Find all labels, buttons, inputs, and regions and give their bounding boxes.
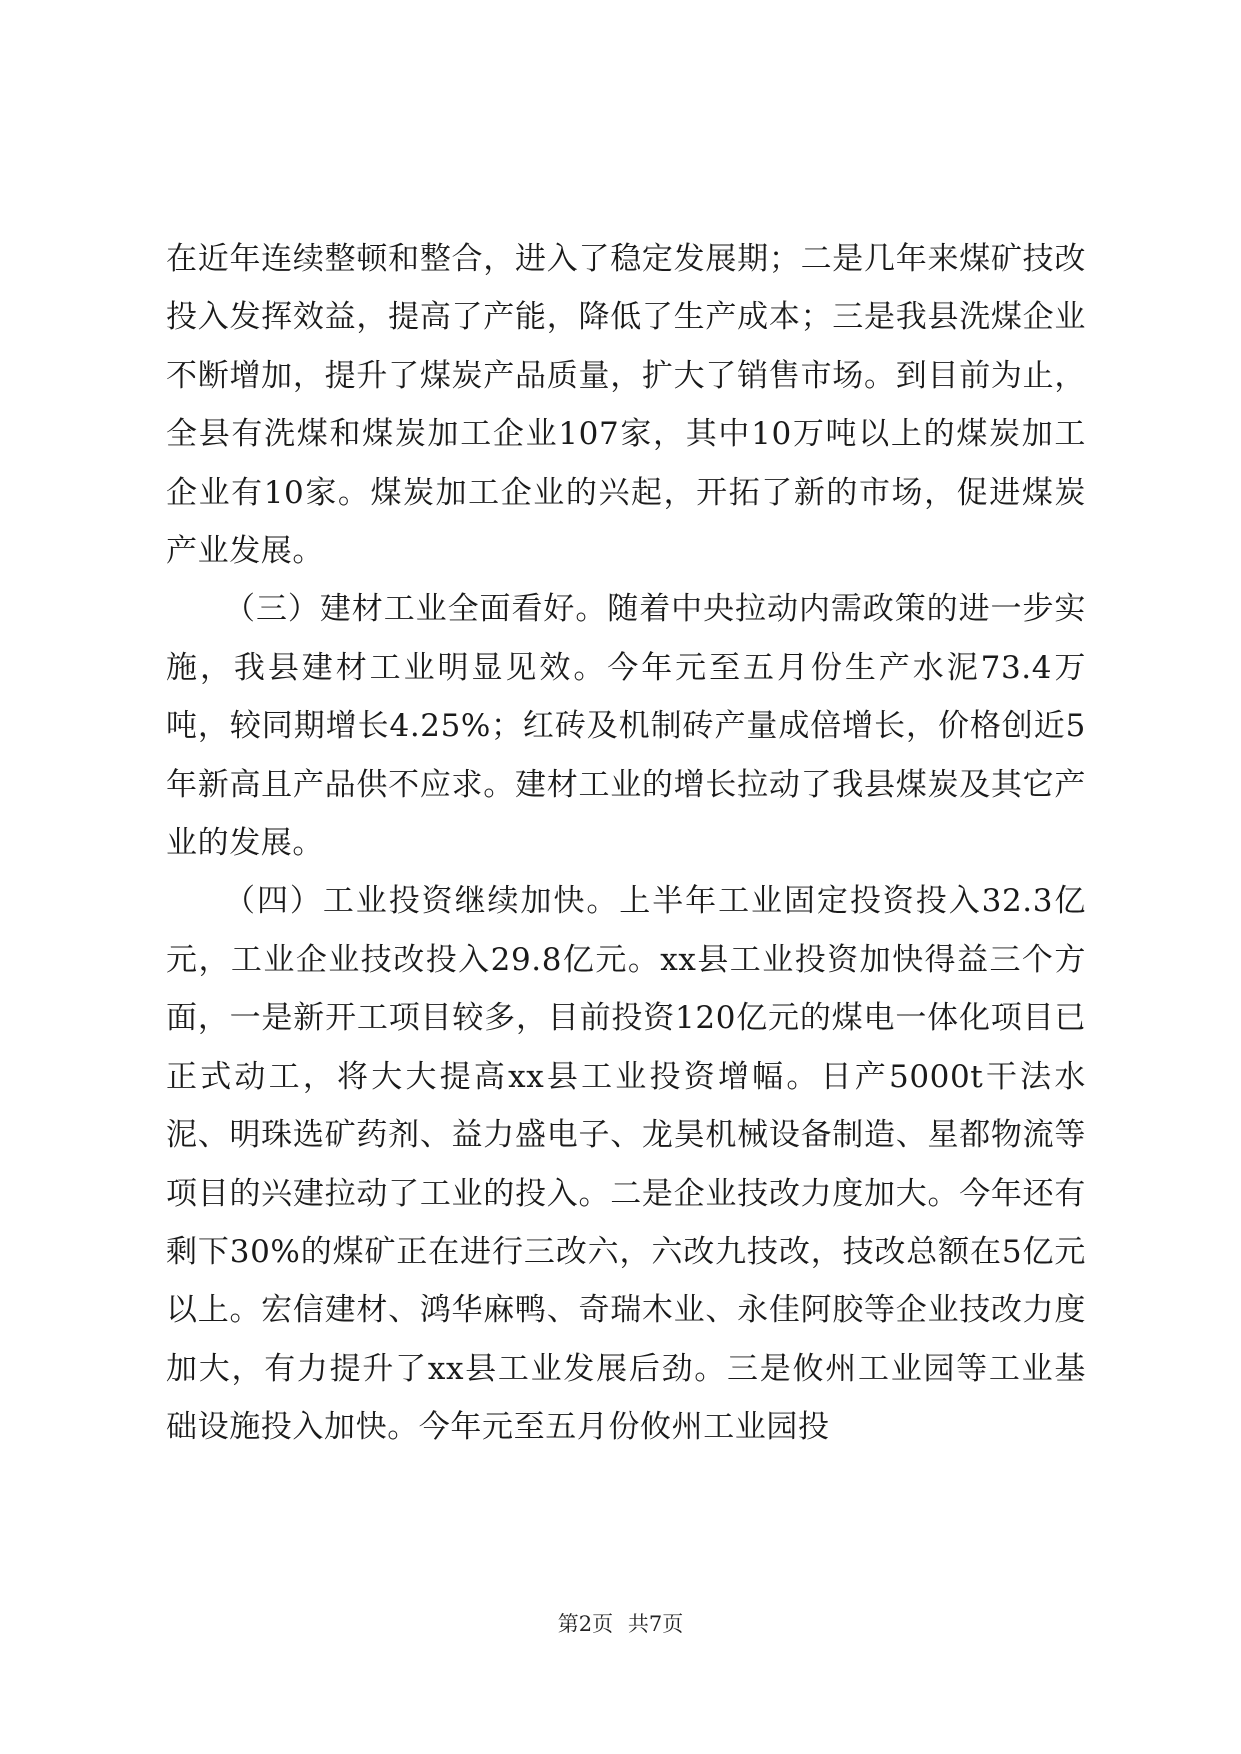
paragraph-building-materials: （三）建材工业全面看好。随着中央拉动内需政策的进一步实施，我县建材工业明显见效。今年元至五月份生产水泥73.4万吨，较同期增长4.25%；红砖及机制砖产量成倍增长，价格创近5年新高且产品供不应求。建材工业的增长拉动了我县煤炭及其它产业的发展。 (166, 591, 1086, 862)
paragraph-continued: 在近年连续整顿和整合，进入了稳定发展期；二是几年来煤矿技改投入发挥效益，提高了产能，降低了生产成本；三是我县洗煤企业不断增加，提升了煤炭产品质量，扩大了销售市场。到目前为止，全县有洗煤和煤炭加工企业107家，其中10万吨以上的煤炭加工企业有10家。煤炭加工企业的兴起，开拓了新的市场，促进煤炭产业发展。 (166, 241, 1086, 570)
document-body (166, 230, 1086, 1457)
page-footer (0, 1608, 1241, 1638)
page-number: 第2页 (557, 1612, 614, 1636)
paragraph-industrial-investment: （四）工业投资继续加快。上半年工业固定投资投入32.3亿元，工业企业技改投入29.8亿元。xx县工业投资加快得益三个方面，一是新开工项目较多，目前投资120亿元的煤电一体化项目已正式动工，将大大提高xx县工业投资增幅。日产5000t干法水泥、明珠选矿药剂、益力盛电子、龙昊机械设备制造、星都物流等项目的兴建拉动了工业的投入。二是企业技改力度加大。今年还有剩下30%的煤矿正在进行三改六，六改九技改，技改总额在5亿元以上。宏信建材、鸿华麻鸭、奇瑞木业、永佳阿胶等企业技改力度加大，有力提升了xx县工业发展后劲。三是攸州工业园等工业基础设施投入加快。今年元至五月份攸州工业园投 (166, 883, 1086, 1446)
page-total: 共7页 (627, 1612, 684, 1636)
